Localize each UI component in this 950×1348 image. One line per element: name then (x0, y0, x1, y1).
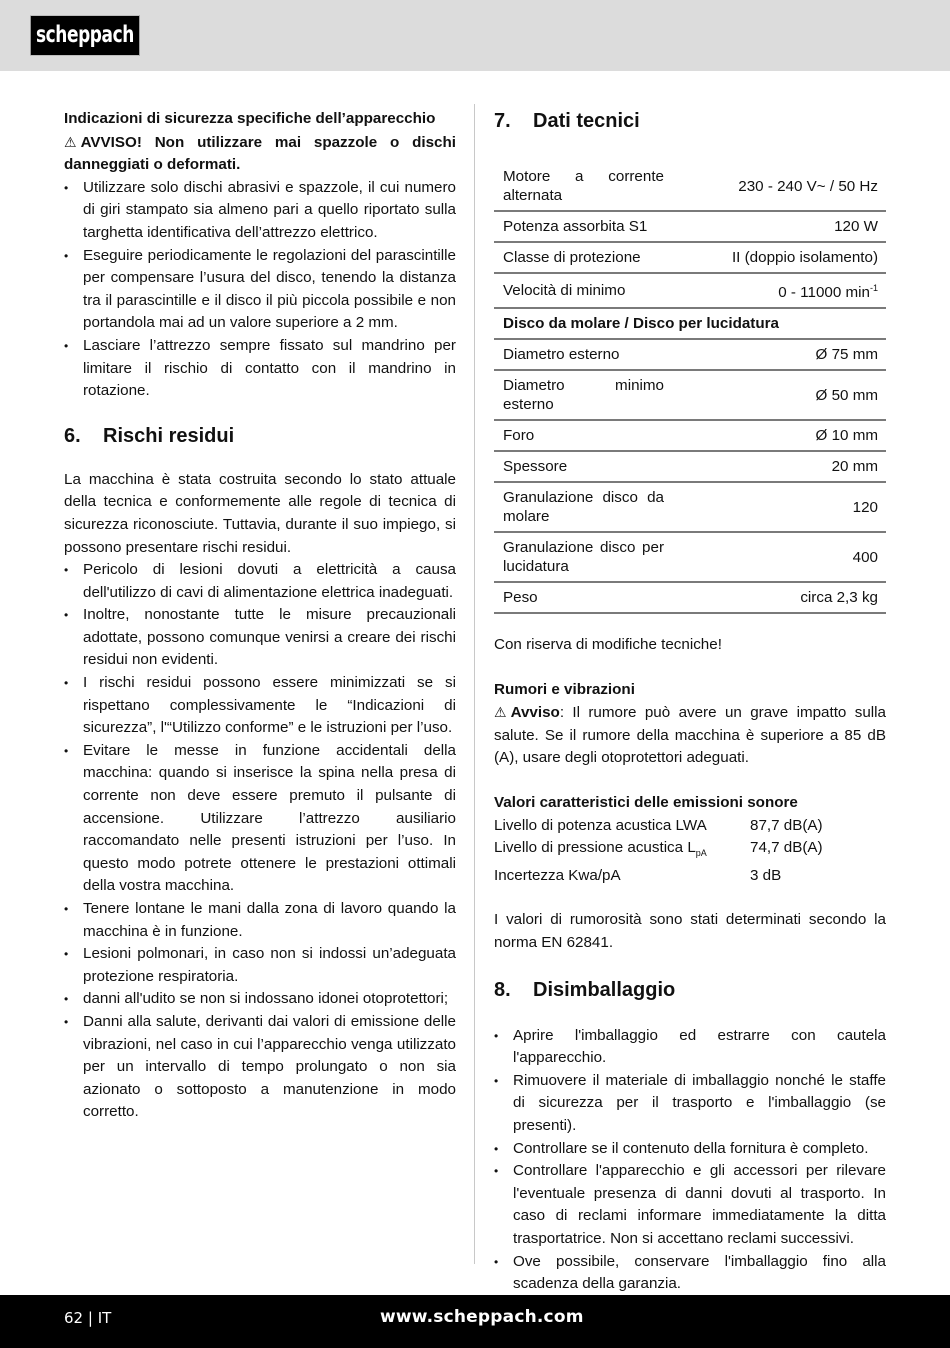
table-section-title: Disco da molare / Disco per lucidatura (494, 308, 886, 339)
spec-value-exponent: -1 (869, 283, 878, 293)
list-item: • Controllare l'apparecchio e gli accessori per rilevare l'eventuale presenza di danni dovuti al trasporto. In caso di reclami informare immediatamente la ditta trasportatrice. Non si accettano reclami successivi. (494, 1160, 886, 1250)
warning-triangle-icon: ⚠ (494, 704, 507, 721)
spec-value: 230 - 240 V~ / 50 Hz (672, 162, 886, 211)
table-row (494, 532, 886, 582)
section-number: 8. (494, 978, 511, 1001)
section-title: Disimballaggio (533, 978, 676, 1001)
spec-label: Peso (494, 582, 672, 613)
list-item: • Pericolo di lesioni dovuti a elettricità a causa dell'utilizzo di cavi di alimentazione elettrica inadeguati. (64, 559, 456, 604)
emission-label-text: Livello di pressione acustica L (494, 839, 696, 857)
list-item: • Ove possibile, conservare l'imballaggio fino alla scadenza della garanzia. (494, 1251, 886, 1296)
noise-warning (494, 701, 886, 770)
section-8-heading (494, 977, 886, 1003)
section-6-intro: La macchina è stata costruita secondo lo stato attuale della tecnica e conformemente alle regole di tecnica di sicurezza riconosciute. Tuttavia, durante il suo impiego, si possono presentare rischi residui. (64, 470, 456, 556)
spec-value: circa 2,3 kg (672, 582, 886, 613)
table-row (494, 242, 886, 273)
table-row (494, 370, 886, 420)
emissions-values (494, 815, 886, 888)
spec-value: Ø 10 mm (672, 420, 886, 451)
warning-text: AVVISO! Non utilizzare mai spazzole o dischi danneggiati o deformati. (64, 133, 456, 174)
spec-value: 120 W (672, 211, 886, 242)
spec-label: Potenza assorbita S1 (494, 211, 672, 242)
unpacking-list (494, 1025, 886, 1296)
spec-label: Spessore (494, 451, 672, 482)
emission-label-subscript: pA (695, 848, 707, 859)
section-number: 7. (494, 110, 511, 132)
spec-value: 400 (672, 532, 886, 582)
page-separator: | (87, 1309, 93, 1327)
list-item: • Danni alla salute, derivanti dai valori di emissione delle vibrazioni, nel caso in cui l’apparecchio venga utilizzato per un intervallo di tempo prolungato o non sia azionato o sottoposto a manutenzione in modo corretto. (64, 1011, 456, 1124)
list-item: • Evitare le messe in funzione accidentali della macchina: quando si inserisce la spina nella presa di corrente non deve essere premuto il pulsante di accensione. Utilizzare l’attrezzo ausiliario raccomandato nelle presenti istruzioni per l’uso. In questo modo potrete ottenere le prestazioni ottimali della vostra macchina. (64, 740, 456, 898)
emission-label (494, 837, 750, 865)
emission-label: Livello di potenza acustica LWA (494, 816, 707, 834)
website-link[interactable]: www.scheppach.com (380, 1307, 584, 1327)
spec-label: Diametro minimo esterno (494, 370, 672, 420)
table-row (494, 582, 886, 613)
table-section-row (494, 308, 886, 339)
spec-label: Granulazione disco da molare (494, 482, 672, 532)
list-item: • Aprire l'imballaggio ed estrarre con cautela l'apparecchio. (494, 1025, 886, 1070)
table-row (494, 339, 886, 370)
safety-heading: Indicazioni di sicurezza specifiche dell’apparecchio (64, 110, 436, 127)
table-row (494, 482, 886, 532)
table-row (494, 162, 886, 211)
emission-label: Incertezza Kwa/pA (494, 866, 621, 884)
spec-value: Ø 50 mm (672, 370, 886, 420)
page-language: IT (97, 1309, 112, 1327)
list-item: • Inoltre, nonostante tutte le misure precauzionali adottate, possono comunque venirsi a creare dei rischi residui non evidenti. (64, 604, 456, 672)
emission-value: 3 dB (750, 866, 782, 884)
table-row (494, 211, 886, 242)
list-item: • I rischi residui possono essere minimizzati se si rispettano complessivamente le “Indicazioni di sicurezza”, l'“Utilizzo conforme” e le istruzioni per l’uso. (64, 672, 456, 740)
section-7-heading (494, 108, 886, 134)
section-title: Dati tecnici (533, 110, 640, 132)
list-item: • Utilizzare solo dischi abrasivi e spazzole, il cui numero di giri stampato sia almeno pari a quello riportato sulla targhetta identificativa dell’attrezzo elettrico. (64, 177, 456, 245)
section-title: Rischi residui (103, 424, 235, 447)
safety-list (64, 177, 456, 403)
list-item: • Eseguire periodicamente le regolazioni del parascintille per compensare l’usura del disco, tenendo la distanza tra il parascintille e il disco il più piccola possibile e non portandola mai ad un valore superiore a 2 mm. (64, 245, 456, 335)
page-footer (0, 1295, 950, 1348)
list-item: • Controllare se il contenuto della fornitura è completo. (494, 1138, 886, 1161)
table-row (494, 451, 886, 482)
spec-label: Classe di protezione (494, 242, 672, 273)
residual-risks-list (64, 559, 456, 1124)
warning-notice (64, 131, 456, 177)
spec-value: II (doppio isolamento) (672, 242, 886, 273)
spec-label: Foro (494, 420, 672, 451)
page-indicator (64, 1309, 111, 1327)
noise-warning-text: : Il rumore può avere un grave impatto sulla salute. Se il rumore della macchina è superiore a 85 dB (A), usare degli otoprotettori adeguati. (494, 704, 886, 767)
section-6-heading (64, 423, 456, 449)
spec-label: Motore a corrente alternata (494, 162, 672, 211)
technical-changes-note: Con riserva di modifiche tecniche! (494, 636, 722, 654)
spec-value-text: 0 - 11000 min (778, 284, 870, 302)
list-item: • danni all'udito se non si indossano idonei otoprotettori; (64, 988, 456, 1011)
technical-data-table (494, 162, 886, 614)
spec-label: Granulazione disco per lucidatura (494, 532, 672, 582)
page-header (0, 0, 950, 71)
spec-value: 120 (672, 482, 886, 532)
noise-warning-label: Avviso (510, 704, 560, 722)
emissions-heading: Valori caratteristici delle emissioni sonore (494, 794, 798, 812)
table-row (494, 420, 886, 451)
spec-value: 20 mm (672, 451, 886, 482)
list-item: • Rimuovere il materiale di imballaggio nonché le staffe di sicurezza per il trasporto e l'imballaggio (se presenti). (494, 1070, 886, 1138)
left-column (64, 108, 456, 1124)
spec-label: Velocità di minimo (494, 273, 672, 308)
list-item: • Tenere lontane le mani dalla zona di lavoro quando la macchina è in funzione. (64, 898, 456, 943)
emissions-note: I valori di rumorosità sono stati determinati secondo la norma EN 62841. (494, 911, 886, 952)
scheppach-logo: scheppach (30, 15, 140, 56)
table-row (494, 273, 886, 308)
right-column (494, 108, 886, 1296)
spec-label: Diametro esterno (494, 339, 672, 370)
spec-value: Ø 75 mm (672, 339, 886, 370)
list-item: • Lesioni polmonari, in caso non si indossi un’adeguata protezione respiratoria. (64, 943, 456, 988)
page-number: 62 (64, 1309, 84, 1327)
section-number: 6. (64, 424, 81, 447)
warning-triangle-icon: ⚠ (64, 133, 77, 150)
spec-value (672, 273, 886, 308)
column-divider (474, 104, 475, 1264)
emission-value: 87,7 dB(A) (750, 816, 823, 834)
emission-value: 74,7 dB(A) (750, 839, 823, 857)
list-item: • Lasciare l’attrezzo sempre fissato sul mandrino per limitare il rischio di contatto con il mandrino in rotazione. (64, 335, 456, 403)
noise-heading: Rumori e vibrazioni (494, 680, 635, 698)
